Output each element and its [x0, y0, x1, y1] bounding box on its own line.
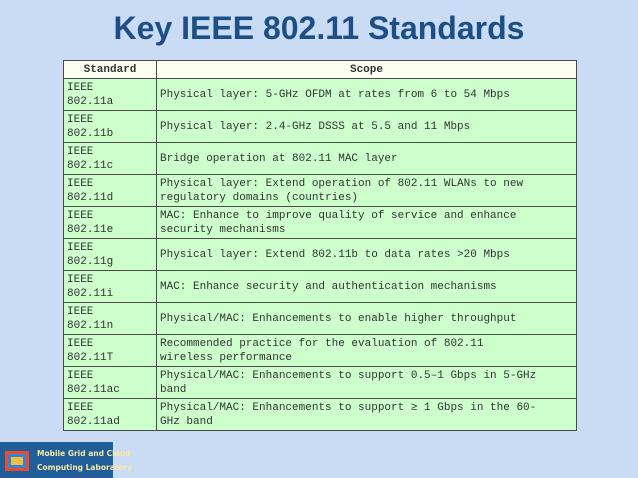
slide-title: Key IEEE 802.11 Standards — [113, 10, 525, 46]
standard-line: IEEE — [67, 145, 94, 158]
scope-line: Bridge operation at 802.11 MAC layer — [160, 152, 398, 165]
standard-line: 802.11a — [67, 95, 114, 108]
scope-line: Physical/MAC: Enhancements to support ≥ 1 Gbps in the 60- — [160, 401, 537, 414]
standard-line: 802.11b — [67, 127, 114, 140]
standard-cell — [64, 175, 157, 207]
standard-line: IEEE — [67, 81, 94, 94]
lab-logo-line1: Mobile Grid and Cloud — [37, 449, 131, 458]
table-row — [64, 143, 577, 175]
table-row — [64, 239, 577, 271]
scope-cell — [157, 175, 577, 207]
table-row — [64, 335, 577, 367]
scope-cell — [157, 399, 577, 431]
scope-cell — [157, 111, 577, 143]
standard-line: IEEE — [67, 241, 94, 254]
lab-logo-icon — [5, 451, 29, 471]
table-row — [64, 207, 577, 239]
lab-logo-line2: Computing Laboratory — [37, 463, 133, 472]
standard-line: 802.11n — [67, 319, 114, 332]
column-header-standard: Standard — [64, 61, 157, 79]
scope-cell — [157, 303, 577, 335]
standard-cell — [64, 367, 157, 399]
standard-line: 802.11T — [67, 351, 114, 364]
table-row — [64, 367, 577, 399]
standard-cell — [64, 79, 157, 111]
standard-line: IEEE — [67, 369, 94, 382]
scope-line: Physical layer: 2.4-GHz DSSS at 5.5 and 11 Mbps — [160, 120, 471, 133]
table-row — [64, 303, 577, 335]
table-row — [64, 271, 577, 303]
standard-line: IEEE — [67, 273, 94, 286]
scope-cell — [157, 143, 577, 175]
scope-line: MAC: Enhance to improve quality of service and enhance — [160, 209, 517, 222]
standard-line: 802.11e — [67, 223, 114, 236]
table-row — [64, 79, 577, 111]
scope-line: Physical/MAC: Enhancements to support 0.5–1 Gbps in 5-GHz — [160, 369, 537, 382]
scope-line: Physical layer: Extend 802.11b to data rates >20 Mbps — [160, 248, 510, 261]
scope-cell — [157, 335, 577, 367]
table-row — [64, 111, 577, 143]
table-row — [64, 399, 577, 431]
standard-cell — [64, 335, 157, 367]
scope-line: Physical/MAC: Enhancements to enable higher throughput — [160, 312, 517, 325]
standard-line: IEEE — [67, 305, 94, 318]
scope-line: MAC: Enhance security and authentication mechanisms — [160, 280, 497, 293]
standard-cell — [64, 207, 157, 239]
standard-line: IEEE — [67, 337, 94, 350]
scope-line: regulatory domains (countries) — [160, 191, 359, 204]
scope-line: wireless performance — [160, 351, 293, 364]
column-header-scope: Scope — [157, 61, 577, 79]
scope-cell — [157, 239, 577, 271]
scope-cell — [157, 79, 577, 111]
standards-table — [63, 60, 577, 431]
standard-cell — [64, 111, 157, 143]
scope-line: Physical layer: Extend operation of 802.11 WLANs to new — [160, 177, 524, 190]
standard-line: 802.11i — [67, 287, 114, 300]
standard-line: IEEE — [67, 401, 94, 414]
standard-line: 802.11g — [67, 255, 114, 268]
standard-line: IEEE — [67, 209, 94, 222]
standard-cell — [64, 271, 157, 303]
standard-cell — [64, 143, 157, 175]
standard-line: 802.11d — [67, 191, 114, 204]
standard-cell — [64, 303, 157, 335]
standard-cell — [64, 239, 157, 271]
standard-line: 802.11c — [67, 159, 114, 172]
scope-line: band — [160, 383, 187, 396]
scope-line: GHz band — [160, 415, 213, 428]
table-row — [64, 175, 577, 207]
standard-line: 802.11ad — [67, 415, 120, 428]
lab-logo — [0, 442, 133, 478]
table-header-row — [64, 61, 577, 79]
scope-cell — [157, 271, 577, 303]
scope-line: security mechanisms — [160, 223, 286, 236]
standard-cell — [64, 399, 157, 431]
standard-line: 802.11ac — [67, 383, 120, 396]
scope-line: Recommended practice for the evaluation of 802.11 — [160, 337, 484, 350]
scope-line: Physical layer: 5-GHz OFDM at rates from 6 to 54 Mbps — [160, 88, 510, 101]
standard-line: IEEE — [67, 113, 94, 126]
scope-cell — [157, 207, 577, 239]
scope-cell — [157, 367, 577, 399]
standard-line: IEEE — [67, 177, 94, 190]
